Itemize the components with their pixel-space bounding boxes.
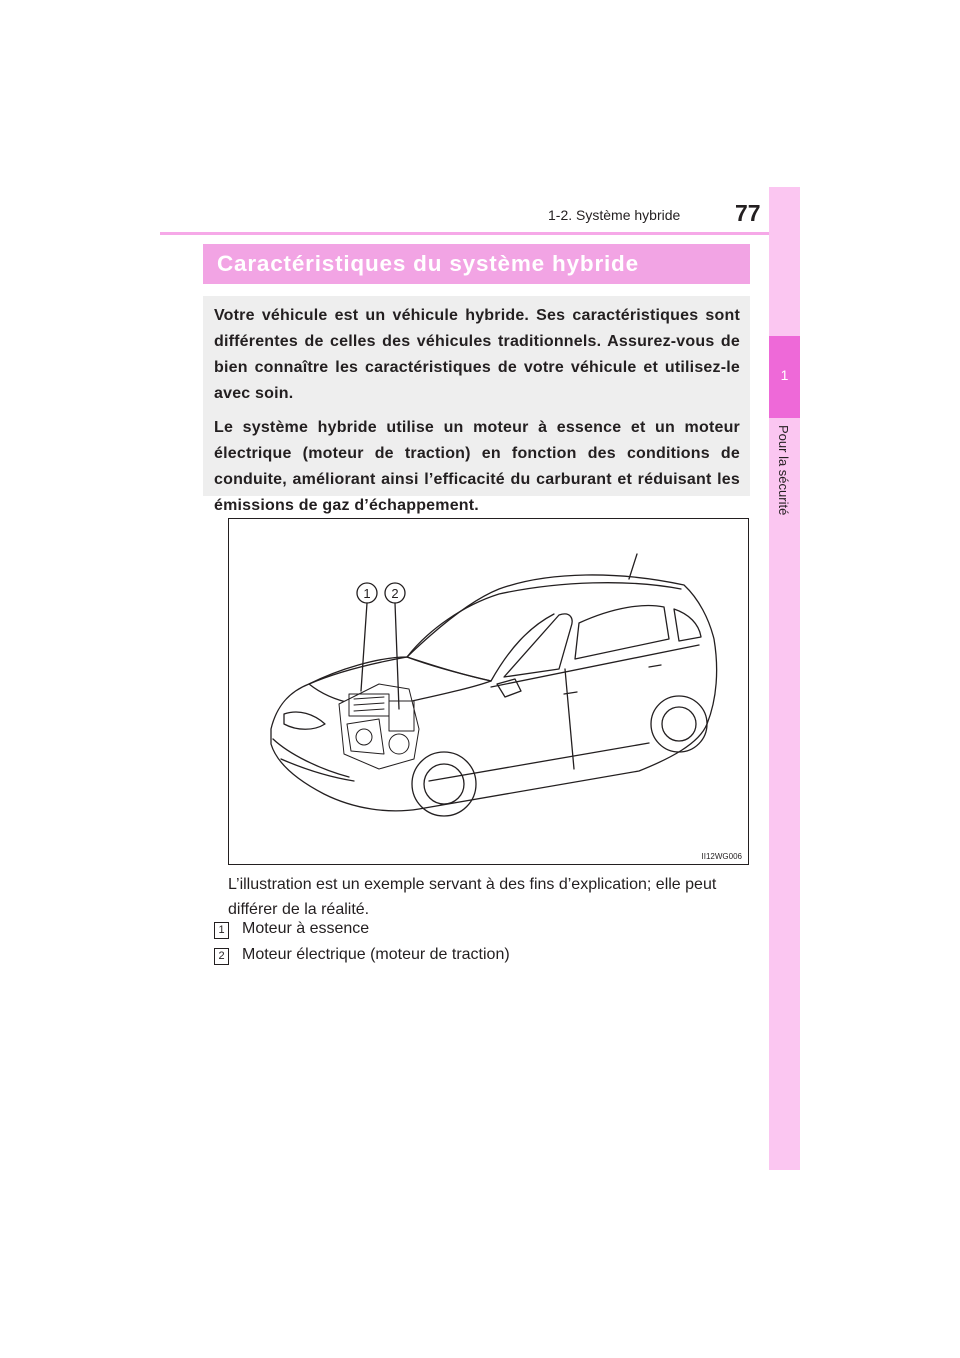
front-wheel: [412, 752, 476, 816]
header-rule: [160, 232, 800, 235]
chapter-side-tab: [769, 187, 800, 1170]
quarter-window: [674, 609, 701, 641]
legend-text: Moteur à essence: [242, 920, 370, 937]
callout-1-label: 1: [363, 586, 371, 601]
running-header: 1-2. Système hybride: [548, 207, 681, 223]
legend-text: Moteur électrique (moteur de traction): [242, 946, 510, 963]
chapter-title: Pour la sécurité: [776, 425, 791, 516]
headlight: [284, 712, 325, 729]
car-body-outline: [271, 575, 717, 811]
rear-window: [575, 606, 669, 659]
car-drawing: [229, 519, 750, 866]
legend-number: 1: [214, 922, 229, 939]
front-bumper: [273, 739, 354, 781]
intro-paragraph-2: Le système hybride utilise un moteur à essence et un moteur électrique (moteur de traction) en fonction des conditions de conduite, améliorant ainsi l’efficacité du carburant et réduisant les émissions de gaz d’échappement.: [214, 419, 740, 514]
door-seam: [565, 669, 574, 769]
callout-2-label: 2: [391, 586, 399, 601]
figure-code: II12WG006: [701, 852, 742, 861]
body-beltline: [491, 645, 699, 687]
rear-wheel: [651, 696, 707, 752]
figure-caption: L’illustration est un exemple servant à des fins d’explication; elle peut différer de la réalité.: [228, 876, 717, 918]
section-title: Caractéristiques du système hybride: [203, 244, 750, 284]
chapter-number: 1: [780, 367, 789, 383]
callout-1-leader: [361, 603, 367, 691]
antenna: [629, 554, 637, 579]
page-number: 77: [735, 200, 761, 226]
intro-paragraph-1: Votre véhicule est un véhicule hybride. Ses caractéristiques sont différentes de celles des véhicules traditionnels. Assurez-vous de bien connaître les caractéristiques de votre véhicule et utilisez-le avec soin.: [214, 307, 740, 402]
engine-assembly: [339, 684, 419, 769]
legend-number: 2: [214, 948, 229, 965]
hybrid-car-illustration: [228, 518, 749, 865]
intro-box: [203, 296, 750, 514]
